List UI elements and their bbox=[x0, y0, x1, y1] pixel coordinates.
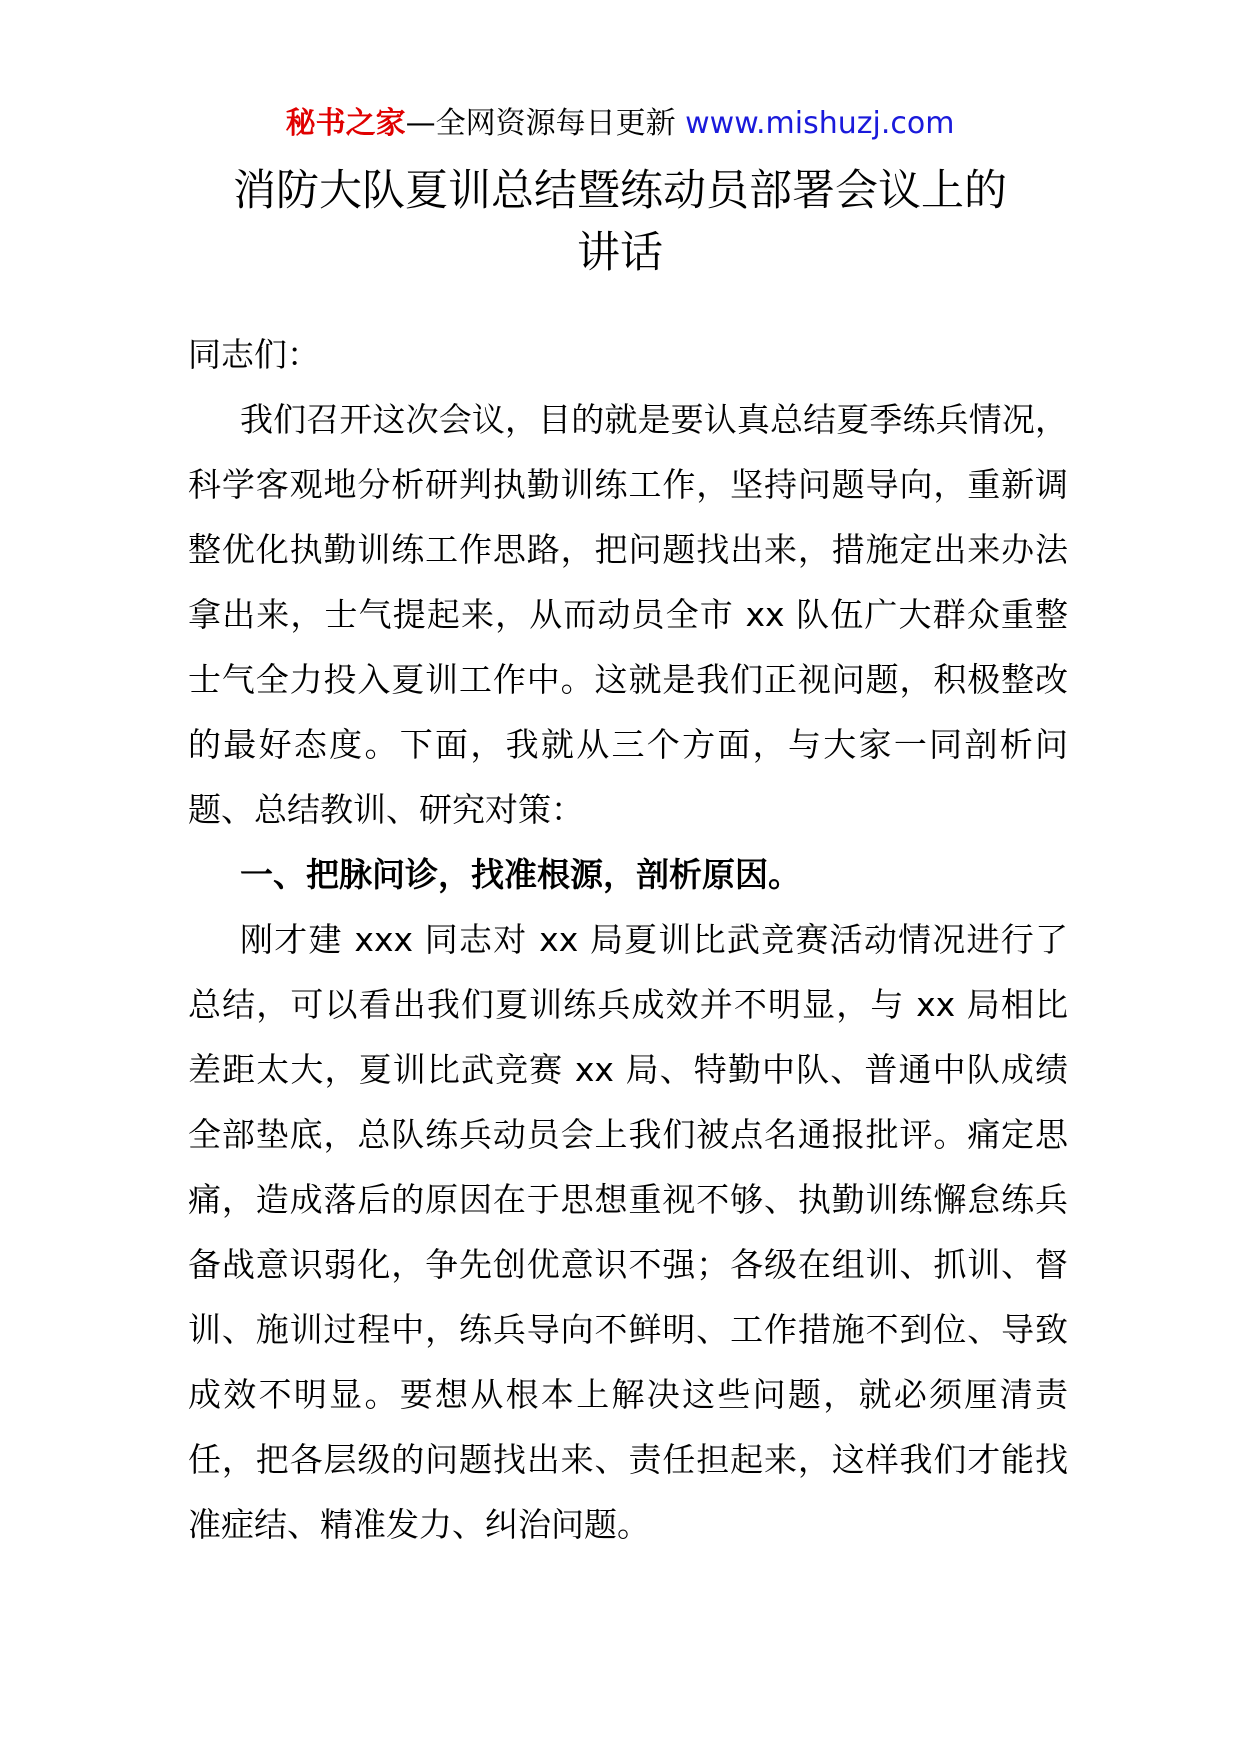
document-body bbox=[188, 322, 1068, 1557]
paragraph-section-1: 刚才建 xxx 同志对 xx 局夏训比武竞赛活动情况进行了总结，可以看出我们夏训练兵成效并不明显，与 xx 局相比差距太大，夏训比武竞赛 xx 局、特勤中队、普通中队成绩全部垫底，总队练兵动员会上我们被点名通报批评。痛定思痛，造成落后的原因在于思想重视不够、执勤训练懈怠练兵备战意识弱化，争先创优意识不强；各级在组训、抓训、督训、施训过程中，练兵导向不鲜明、工作措施不到位、导致成效不明显。要想从根本上解决这些问题，就必须厘清责任，把各层级的问题找出来、责任担起来，这样我们才能找准症结、精准发力、纠治问题。 bbox=[188, 920, 1068, 1544]
site-url[interactable]: www.mishuzj.com bbox=[685, 106, 955, 141]
paragraph-intro: 我们召开这次会议，目的就是要认真总结夏季练兵情况，科学客观地分析研判执勤训练工作，坚持问题导向，重新调整优化执勤训练工作思路，把问题找出来，措施定出来办法拿出来，士气提起来，从而动员全市 xx 队伍广大群众重整士气全力投入夏训工作中。这就是我们正视问题，积极整改的最好态度。下面，我就从三个方面，与大家一同剖析问题、总结教训、研究对策： bbox=[188, 400, 1068, 829]
section-heading-1: 一、把脉问诊，找准根源，剖析原因。 bbox=[240, 855, 801, 894]
title-line-2: 讲话 bbox=[577, 228, 663, 278]
title-line-1: 消防大队夏训总结暨练动员部署会议上的 bbox=[233, 166, 1007, 216]
site-header bbox=[0, 104, 1240, 144]
document-title bbox=[150, 160, 1090, 284]
brand-name: 秘书之家 bbox=[285, 106, 406, 141]
header-slogan: —全网资源每日更新 bbox=[405, 106, 686, 141]
salutation: 同志们： bbox=[188, 335, 320, 374]
